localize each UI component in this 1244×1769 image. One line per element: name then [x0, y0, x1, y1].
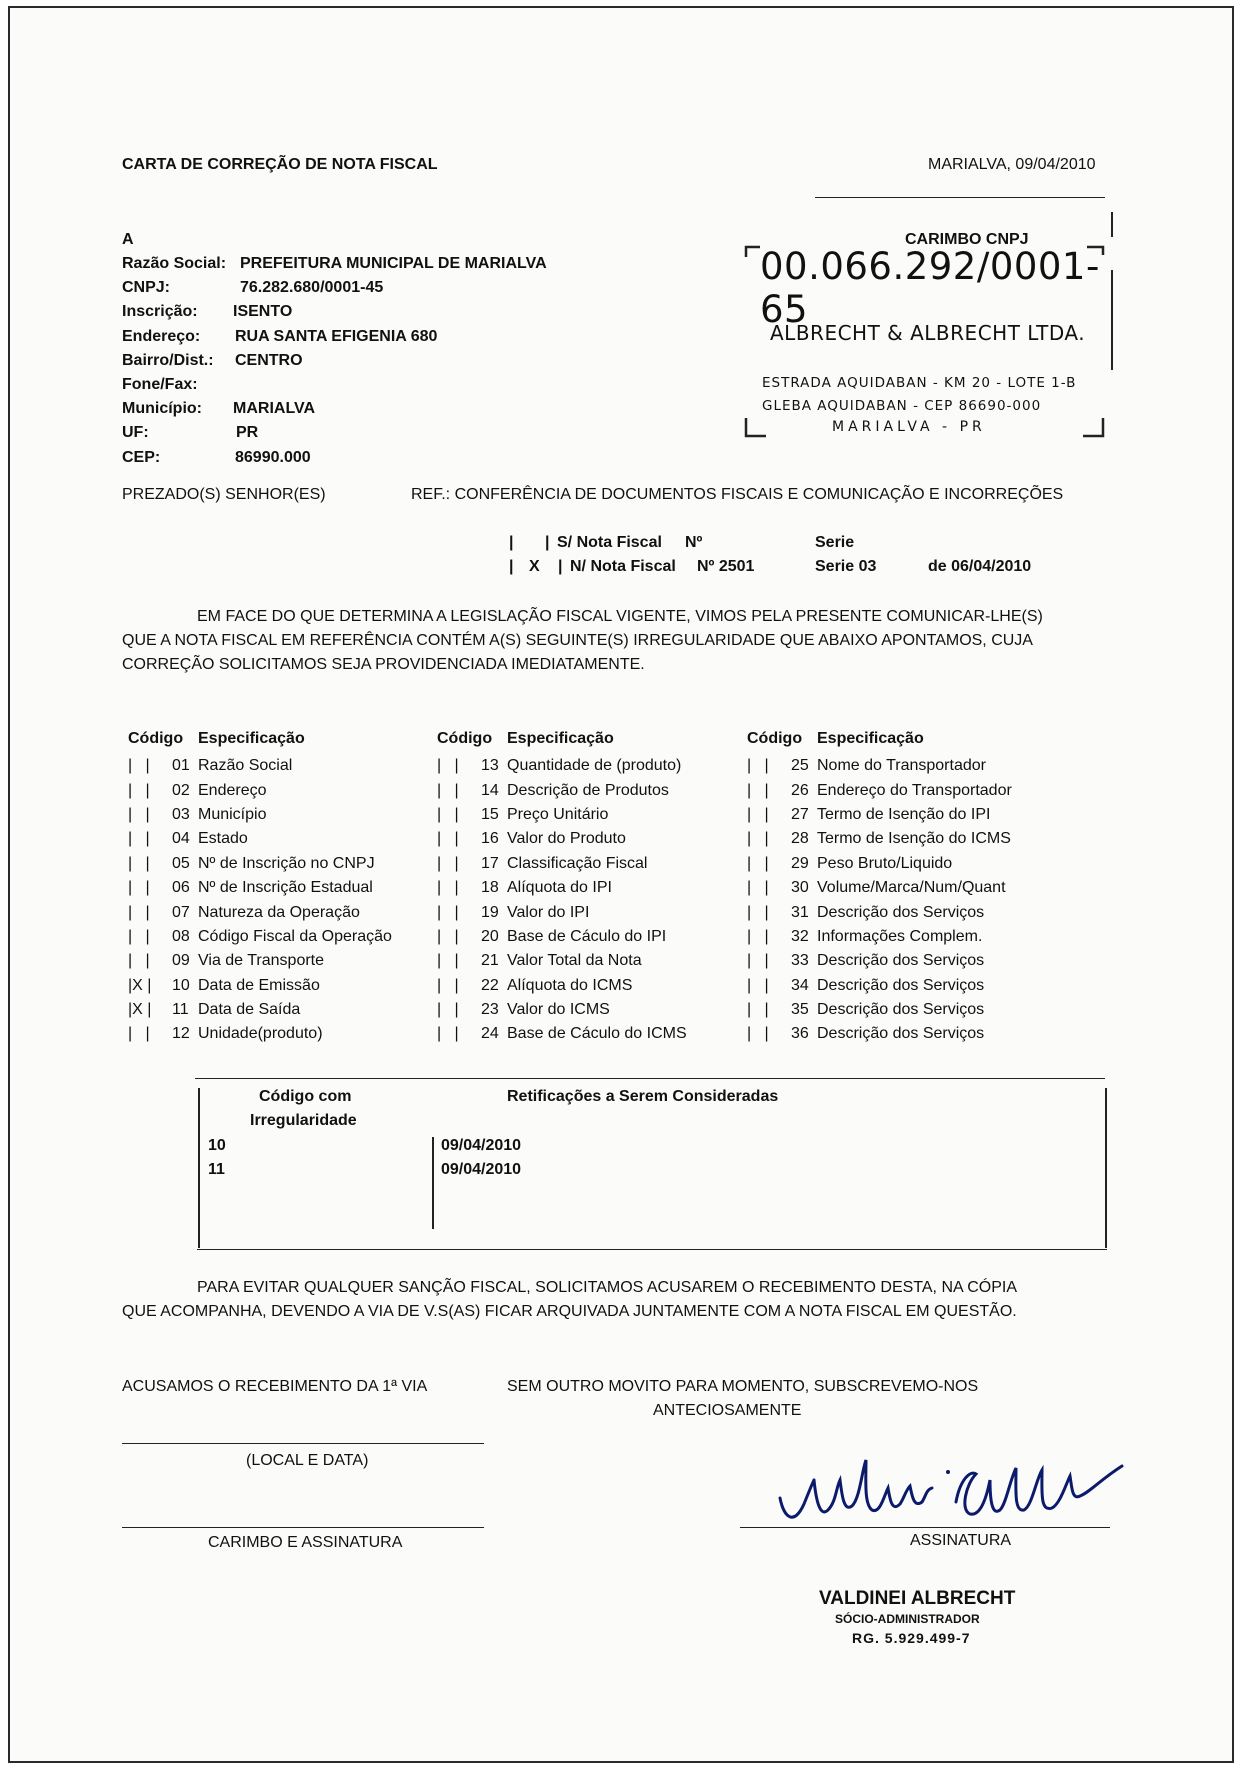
code-specification: Alíquota do IPI — [507, 879, 612, 897]
code-number: 04 — [172, 830, 190, 848]
code-row — [437, 754, 687, 778]
invoice-own-serie: Serie — [815, 534, 855, 551]
code-row — [437, 827, 687, 851]
code-row — [747, 949, 1012, 973]
code-number: 20 — [481, 927, 499, 945]
code-specification: Endereço do Transportador — [817, 781, 1012, 799]
recipient-a-label: A — [122, 231, 134, 248]
code-number: 08 — [172, 927, 190, 945]
code-checkbox-mark: | | — [128, 1025, 150, 1043]
body-line-2: QUE A NOTA FISCAL EM REFERÊNCIA CONTÉM A(S) SEGUINTE(S) IRREGULARIDADE QUE ABAIXO APONTAMOS, CUJA — [122, 632, 1033, 649]
code-row — [437, 803, 687, 827]
stamp-cnpj: 00.066.292/0001-65 — [760, 245, 1100, 331]
recipient-field-label: CNPJ: — [122, 279, 171, 297]
code-specification: Peso Bruto/Liquido — [817, 854, 953, 872]
code-checkbox-mark: | | — [747, 757, 769, 775]
invoice-own-label: S/ Nota Fiscal — [557, 534, 662, 551]
codes-header-row — [437, 730, 687, 754]
signer-role: SÓCIO-ADMINISTRADOR — [835, 1612, 980, 1626]
recipient-field-label: CEP: — [122, 448, 161, 466]
code-number: 30 — [791, 879, 809, 897]
stamp-city: MARIALVA - PR — [832, 419, 986, 435]
code-checkbox-mark: | | — [437, 903, 459, 921]
code-specification: Unidade(produto) — [198, 1025, 323, 1043]
recipient-field-value: 76.282.680/0001-45 — [240, 279, 384, 297]
recipient-field-label: Razão Social: — [122, 255, 227, 272]
code-checkbox-mark: | | — [747, 1025, 769, 1043]
code-number: 24 — [481, 1025, 499, 1043]
code-specification: Razão Social — [198, 757, 293, 775]
code-row — [747, 803, 1012, 827]
rect-row-value: 09/04/2010 — [441, 1161, 522, 1178]
recipient-field-value: CENTRO — [235, 351, 303, 369]
code-number: 27 — [791, 805, 809, 823]
stamp-address1: ESTRADA AQUIDABAN - KM 20 - LOTE 1-B — [762, 375, 1077, 391]
code-number: 05 — [172, 854, 190, 872]
stamp-company: ALBRECHT & ALBRECHT LTDA. — [770, 321, 1086, 345]
codes-header-spec: Especificação — [507, 730, 614, 747]
recipient-field-value: ISENTO — [233, 303, 293, 321]
code-row — [128, 925, 392, 949]
code-number: 23 — [481, 1001, 499, 1019]
code-row — [437, 1022, 687, 1046]
code-row — [128, 949, 392, 973]
code-specification: Natureza da Operação — [198, 903, 360, 921]
codes-column — [747, 730, 1012, 1047]
code-checkbox-mark: | | — [437, 757, 459, 775]
code-row — [128, 852, 392, 876]
code-number: 29 — [791, 854, 809, 872]
code-specification: Código Fiscal da Operação — [198, 927, 392, 945]
code-row — [128, 1022, 392, 1046]
invoice-our-date: de 06/04/2010 — [928, 558, 1032, 575]
code-specification: Classificação Fiscal — [507, 854, 648, 872]
code-checkbox-mark: | | — [128, 879, 150, 897]
local-date-label: (LOCAL E DATA) — [246, 1452, 369, 1469]
code-checkbox-mark: | | — [128, 757, 150, 775]
code-number: 02 — [172, 781, 190, 799]
code-specification: Município — [198, 805, 267, 823]
rect-col-value-header: Retificações a Serem Consideradas — [507, 1088, 779, 1105]
codes-header-code: Código — [128, 730, 184, 747]
code-checkbox-mark: | | — [128, 781, 150, 799]
code-row — [747, 998, 1012, 1022]
code-checkbox-mark: | | — [747, 879, 769, 897]
code-checkbox-mark: | | — [747, 976, 769, 994]
recipient-field-label: Município: — [122, 400, 202, 418]
footer-line-2: QUE ACOMPANHA, DEVENDO A VIA DE V.S(AS) FICAR ARQUIVADA JUNTAMENTE COM A NOTA FISCAL EM QUESTÃO. — [122, 1303, 1017, 1320]
code-number: 13 — [481, 757, 499, 775]
recipient-field-value: RUA SANTA EFIGENIA 680 — [235, 327, 438, 345]
stamp-title: CARIMBO CNPJ — [905, 231, 1029, 248]
code-row — [128, 778, 392, 802]
code-number: 07 — [172, 903, 190, 921]
code-specification: Alíquota do ICMS — [507, 976, 633, 994]
codes-header-spec: Especificação — [198, 730, 305, 747]
code-number: 31 — [791, 903, 809, 921]
code-specification: Valor do Produto — [507, 830, 626, 848]
code-specification: Via de Transporte — [198, 952, 325, 970]
code-number: 26 — [791, 781, 809, 799]
code-row — [437, 974, 687, 998]
rect-col-code-header-2: Irregularidade — [250, 1112, 357, 1129]
code-row — [128, 803, 392, 827]
code-number: 10 — [172, 976, 190, 994]
code-row — [747, 754, 1012, 778]
code-specification: Descrição dos Serviços — [817, 976, 985, 994]
code-checkbox-mark: | | — [747, 1001, 769, 1019]
code-specification: Valor do IPI — [507, 903, 590, 921]
code-checkbox-mark: | | — [437, 952, 459, 970]
code-row — [747, 876, 1012, 900]
code-number: 21 — [481, 952, 499, 970]
code-specification: Volume/Marca/Num/Quant — [817, 879, 1006, 897]
code-row — [128, 998, 392, 1022]
code-row — [128, 754, 392, 778]
code-specification: Nº de Inscrição no CNPJ — [198, 854, 375, 872]
code-number: 09 — [172, 952, 190, 970]
recipient-field-value: MARIALVA — [233, 400, 316, 418]
code-row — [437, 949, 687, 973]
code-checkbox-mark: |X | — [128, 1001, 152, 1019]
code-checkbox-mark: | | — [747, 927, 769, 945]
code-specification: Termo de Isenção do ICMS — [817, 830, 1011, 848]
codes-column — [128, 730, 392, 1047]
code-number: 01 — [172, 757, 190, 775]
code-row — [747, 1022, 1012, 1046]
code-specification: Descrição de Produtos — [507, 781, 669, 799]
code-specification: Quantidade de (produto) — [507, 757, 682, 775]
code-row — [747, 925, 1012, 949]
codes-header-row — [747, 730, 1012, 754]
salutation: PREZADO(S) SENHOR(ES) — [122, 486, 326, 503]
code-specification: Estado — [198, 830, 248, 848]
code-checkbox-mark: | | — [747, 781, 769, 799]
code-checkbox-mark: | | — [437, 854, 459, 872]
code-checkbox-mark: | | — [747, 854, 769, 872]
code-checkbox-mark: | | — [437, 879, 459, 897]
invoice-our-mark: X — [529, 558, 540, 575]
codes-header-row — [128, 730, 392, 754]
code-number: 25 — [791, 757, 809, 775]
code-row — [437, 900, 687, 924]
code-row — [747, 900, 1012, 924]
code-row — [747, 827, 1012, 851]
recipient-field-label: Inscrição: — [122, 303, 198, 321]
invoice-our-number: Nº 2501 — [697, 558, 755, 575]
code-checkbox-mark: | | — [747, 805, 769, 823]
invoice-our-label: N/ Nota Fiscal — [570, 558, 676, 575]
rect-col-code-header-1: Código com — [259, 1088, 352, 1105]
code-number: 18 — [481, 879, 499, 897]
code-specification: Preço Unitário — [507, 805, 609, 823]
signer-rg: RG. 5.929.499-7 — [852, 1630, 971, 1646]
document-title: CARTA DE CORREÇÃO DE NOTA FISCAL — [122, 156, 438, 173]
code-number: 17 — [481, 854, 499, 872]
code-number: 14 — [481, 781, 499, 799]
code-checkbox-mark: | | — [437, 830, 459, 848]
code-number: 33 — [791, 952, 809, 970]
codes-header-code: Código — [437, 730, 493, 747]
signature-label: ASSINATURA — [910, 1532, 1012, 1549]
codes-column — [437, 730, 687, 1047]
reference-line: REF.: CONFERÊNCIA DE DOCUMENTOS FISCAIS E COMUNICAÇÃO E INCORREÇÕES — [411, 486, 1064, 503]
code-row — [747, 778, 1012, 802]
code-row — [747, 852, 1012, 876]
code-row — [437, 998, 687, 1022]
code-number: 15 — [481, 805, 499, 823]
recipient-field-label: Fone/Fax: — [122, 376, 198, 393]
stamp-sign-label: CARIMBO E ASSINATURA — [208, 1534, 403, 1551]
codes-header-spec: Especificação — [817, 730, 924, 747]
code-number: 34 — [791, 976, 809, 994]
code-number: 03 — [172, 805, 190, 823]
code-specification: Base de Cáculo do IPI — [507, 927, 667, 945]
handwritten-signature — [770, 1440, 1130, 1540]
code-row — [437, 852, 687, 876]
code-number: 12 — [172, 1025, 190, 1043]
code-checkbox-mark: |X | — [128, 976, 152, 994]
code-number: 36 — [791, 1025, 809, 1043]
code-checkbox-mark: | | — [437, 805, 459, 823]
code-row — [128, 900, 392, 924]
place-date: MARIALVA, 09/04/2010 — [928, 156, 1096, 173]
code-number: 06 — [172, 879, 190, 897]
code-specification: Valor do ICMS — [507, 1001, 610, 1019]
code-row — [128, 876, 392, 900]
code-specification: Endereço — [198, 781, 267, 799]
code-checkbox-mark: | | — [128, 830, 150, 848]
code-specification: Data de Emissão — [198, 976, 320, 994]
rect-row-code: 10 — [208, 1137, 226, 1154]
code-specification: Descrição dos Serviços — [817, 1001, 985, 1019]
code-specification: Descrição dos Serviços — [817, 1025, 985, 1043]
code-number: 22 — [481, 976, 499, 994]
code-checkbox-mark: | | — [747, 903, 769, 921]
code-number: 11 — [172, 1001, 189, 1019]
recipient-field-value: PREFEITURA MUNICIPAL DE MARIALVA — [240, 255, 547, 272]
code-checkbox-mark: | | — [128, 854, 150, 872]
code-specification: Informações Complem. — [817, 927, 983, 945]
code-specification: Descrição dos Serviços — [817, 903, 985, 921]
code-number: 19 — [481, 903, 499, 921]
code-specification: Nº de Inscrição Estadual — [198, 879, 373, 897]
code-checkbox-mark: | | — [128, 952, 150, 970]
code-checkbox-mark: | | — [437, 1025, 459, 1043]
code-number: 32 — [791, 927, 809, 945]
recipient-field-label: UF: — [122, 424, 149, 442]
code-number: 28 — [791, 830, 809, 848]
body-line-1: EM FACE DO QUE DETERMINA A LEGISLAÇÃO FISCAL VIGENTE, VIMOS PELA PRESENTE COMUNICAR-LHE(S) — [197, 608, 1043, 625]
signature-line — [740, 1527, 1110, 1528]
recipient-field-label: Endereço: — [122, 327, 201, 345]
footer-line-1: PARA EVITAR QUALQUER SANÇÃO FISCAL, SOLICITAMOS ACUSAREM O RECEBIMENTO DESTA, NA CÓPIA — [197, 1279, 1018, 1296]
code-checkbox-mark: | | — [747, 952, 769, 970]
code-row — [128, 827, 392, 851]
code-checkbox-mark: | | — [437, 781, 459, 799]
code-row — [128, 974, 392, 998]
code-row — [437, 925, 687, 949]
code-row — [437, 876, 687, 900]
local-date-line — [122, 1443, 484, 1444]
body-line-3: CORREÇÃO SOLICITAMOS SEJA PROVIDENCIADA IMEDIATAMENTE. — [122, 656, 645, 673]
code-specification: Termo de Isenção do IPI — [817, 805, 991, 823]
code-checkbox-mark: | | — [437, 1001, 459, 1019]
code-specification: Data de Saída — [198, 1001, 301, 1019]
code-row — [437, 778, 687, 802]
stamp-sign-line — [122, 1527, 484, 1528]
rect-row-value: 09/04/2010 — [441, 1137, 522, 1154]
code-specification: Nome do Transportador — [817, 757, 986, 775]
recipient-field-label: Bairro/Dist.: — [122, 351, 214, 369]
codes-header-code: Código — [747, 730, 803, 747]
code-specification: Valor Total da Nota — [507, 952, 642, 970]
stamp-address2: GLEBA AQUIDABAN - CEP 86690-000 — [762, 398, 1042, 414]
closing-line-2: ANTECIOSAMENTE — [653, 1402, 802, 1419]
code-specification: Base de Cáculo do ICMS — [507, 1025, 687, 1043]
receipt-ack: ACUSAMOS O RECEBIMENTO DA 1ª VIA — [122, 1378, 428, 1395]
date-underline — [815, 197, 1105, 198]
code-checkbox-mark: | | — [437, 927, 459, 945]
recipient-field-value: 86990.000 — [235, 448, 311, 466]
signer-name: VALDINEI ALBRECHT — [819, 1588, 1016, 1609]
rect-row-code: 11 — [208, 1161, 225, 1178]
cnpj-stamp — [740, 233, 1110, 443]
invoice-own-number: Nº — [685, 534, 703, 551]
code-checkbox-mark: | | — [128, 903, 150, 921]
code-number: 35 — [791, 1001, 809, 1019]
code-checkbox-mark: | | — [128, 805, 150, 823]
invoice-our-serie: Serie 03 — [815, 558, 877, 575]
code-row — [747, 974, 1012, 998]
code-number: 16 — [481, 830, 499, 848]
code-checkbox-mark: | | — [747, 830, 769, 848]
code-checkbox-mark: | | — [437, 976, 459, 994]
code-specification: Descrição dos Serviços — [817, 952, 985, 970]
recipient-field-value: PR — [236, 424, 259, 442]
code-checkbox-mark: | | — [128, 927, 150, 945]
closing-line-1: SEM OUTRO MOVITO PARA MOMENTO, SUBSCREVEMO-NOS — [507, 1378, 979, 1395]
